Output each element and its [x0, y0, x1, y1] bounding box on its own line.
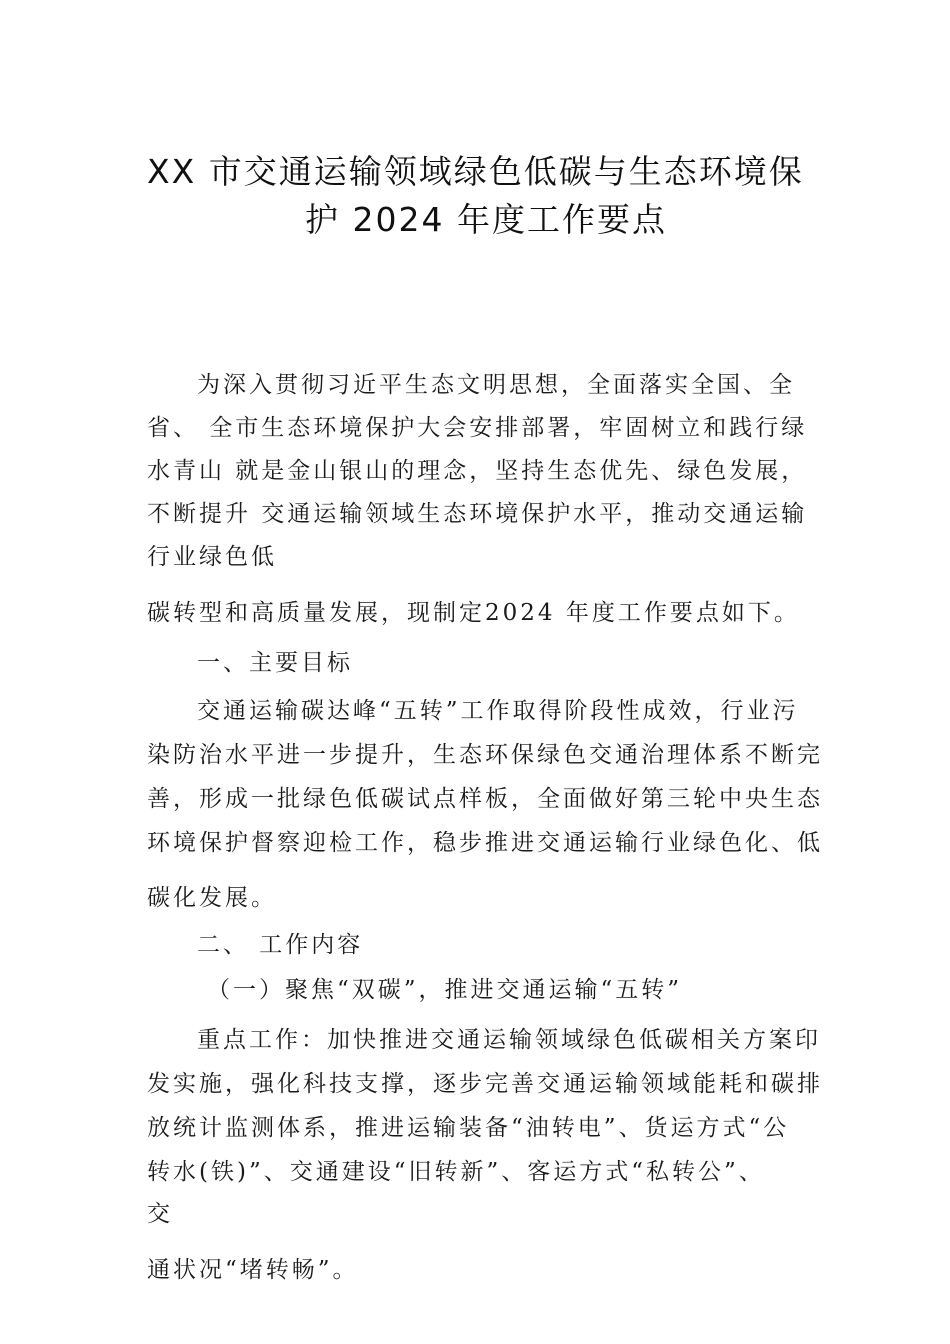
title-line-1: XX 市交通运输领域绿色低碳与生态环境保 [147, 152, 804, 191]
section1-line-1: 交通运输碳达峰“五转”工作取得阶段性成效，行业污 [197, 698, 799, 724]
sub1-line-6: 通状况“堵转畅”。 [147, 1257, 359, 1283]
title-line-2: 护 2024 年度工作要点 [305, 200, 667, 239]
intro-line-2: 省、 全市生态环境保护大会安排部署，牢固树立和践行绿 [147, 415, 808, 441]
intro-line-3: 水青山 就是金山银山的理念，坚持生态优先、绿色发展， [147, 458, 808, 484]
section1-line-2: 染防治水平进一步提升，生态环保绿色交通治理体系不断完 [147, 742, 823, 768]
section1-heading: 一、主要目标 [197, 650, 353, 676]
intro-line-1: 为深入贯彻习近平生态文明思想，全面落实全国、全 [197, 372, 795, 398]
sub1-heading: （一）聚焦“双碳”，推进交通运输“五转” [207, 977, 683, 1003]
section1-line-4: 环境保护督察迎检工作，稳步推进交通运输行业绿色化、低 [147, 830, 823, 856]
intro-line-4: 不断提升 交通运输领域生态环境保护水平，推动交通运输 [147, 501, 808, 527]
sub1-line-1: 重点工作：加快推进交通运输领域绿色低碳相关方案印 [197, 1027, 821, 1053]
sub1-line-4: 转水(铁)”、交通建设“旧转新”、客运方式“私转公”、 [147, 1159, 765, 1185]
section2-heading: 二、 工作内容 [197, 932, 364, 958]
sub1-line-3: 放统计监测体系，推进运输装备“油转电”、货运方式“公 [147, 1115, 790, 1141]
intro-line-5: 行业绿色低 [147, 544, 277, 570]
section1-line-5: 碳化发展。 [147, 885, 277, 911]
intro-line-6: 碳转型和高质量发展，现制定2024 年度工作要点如下。 [147, 600, 800, 626]
sub1-line-5: 交 [147, 1201, 173, 1227]
sub1-line-2: 发实施，强化科技支撑，逐步完善交通运输领域能耗和碳排 [147, 1071, 823, 1097]
section1-line-3: 善，形成一批绿色低碳试点样板，全面做好第三轮中央生态 [147, 786, 823, 812]
